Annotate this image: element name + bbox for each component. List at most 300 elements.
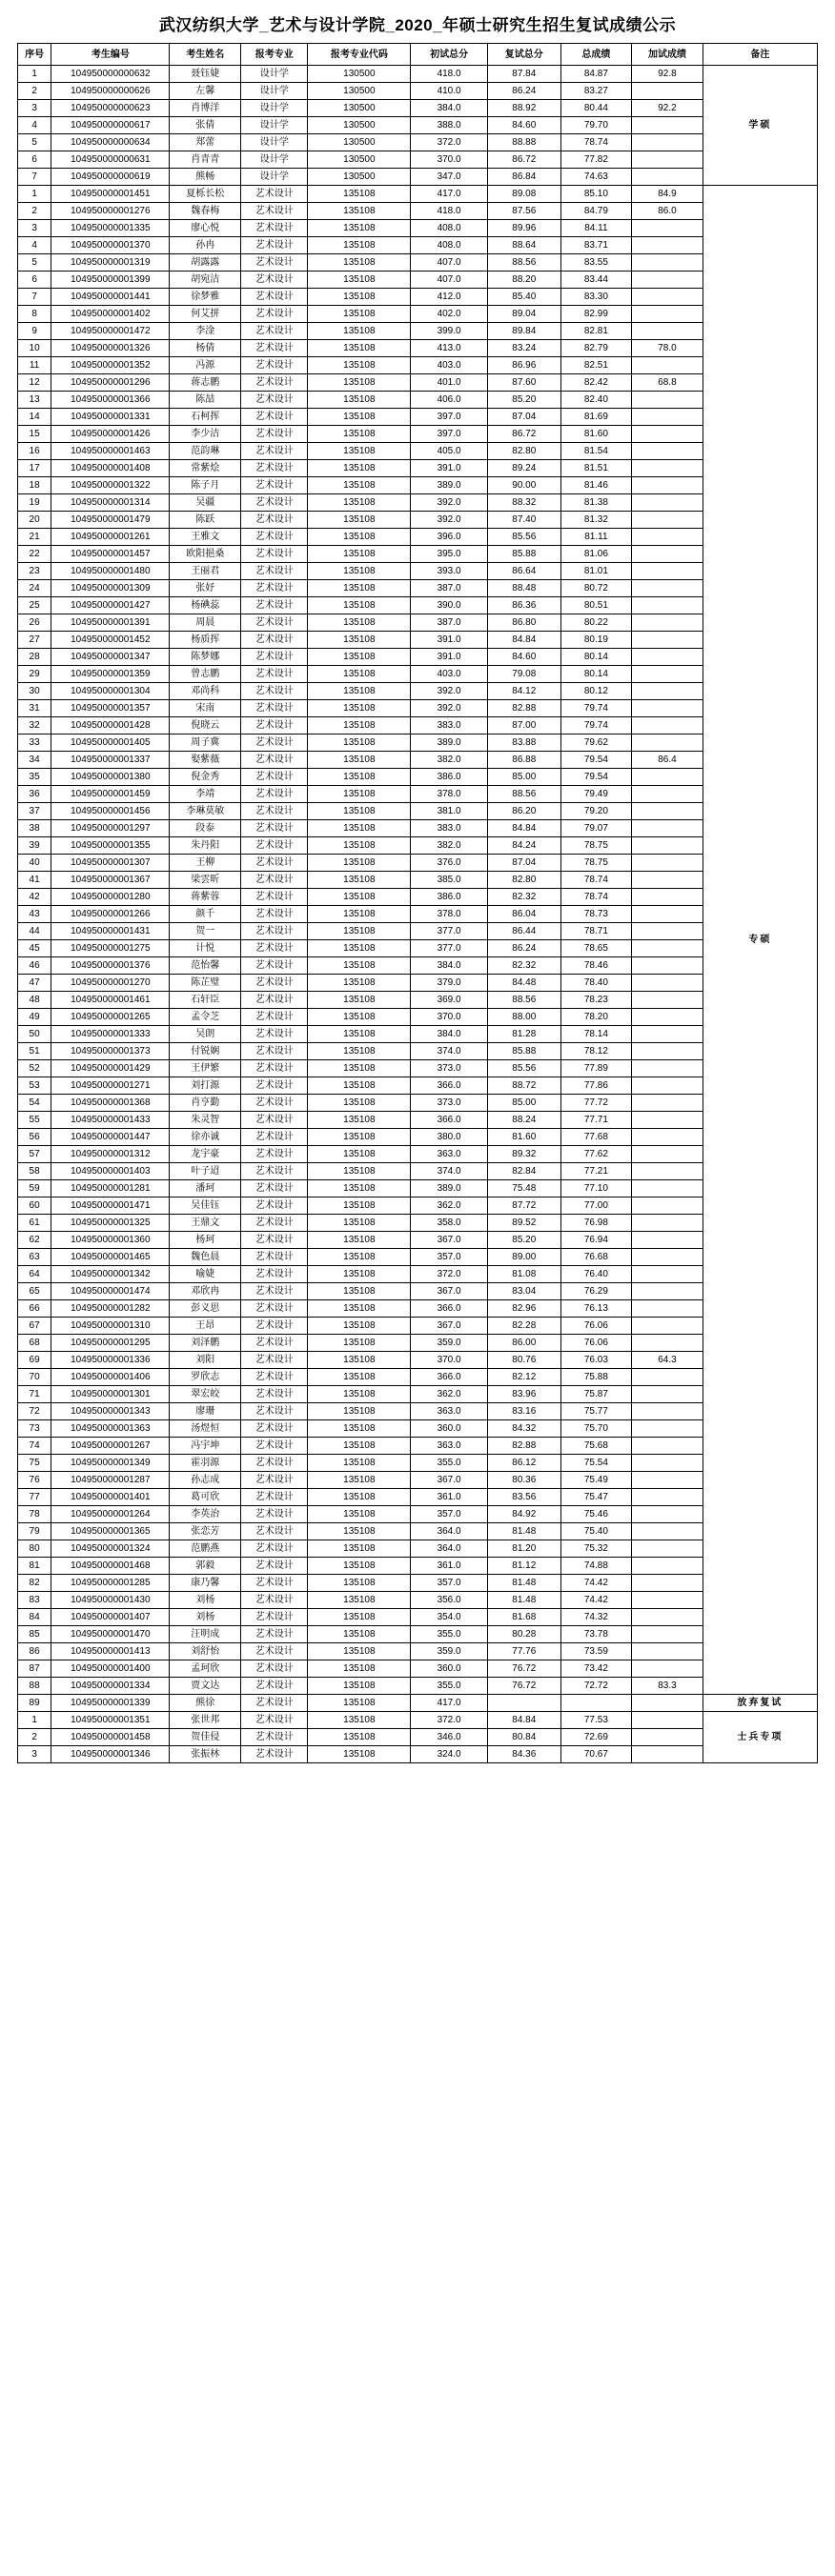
cell: 范韵琳 <box>170 443 241 460</box>
cell: 87.40 <box>487 512 560 529</box>
cell <box>632 512 703 529</box>
cell <box>632 1026 703 1043</box>
cell: 85.20 <box>487 392 560 409</box>
cell: 78.74 <box>560 872 632 889</box>
cell <box>632 546 703 563</box>
table-row <box>18 169 818 186</box>
cell: 石柯挥 <box>170 409 241 426</box>
cell: 79.70 <box>560 117 632 134</box>
cell: 366.0 <box>411 1112 488 1129</box>
cell: 75.47 <box>560 1489 632 1506</box>
cell <box>632 426 703 443</box>
cell: 135108 <box>308 580 411 597</box>
cell: 87.56 <box>487 203 560 220</box>
table-row <box>18 683 818 700</box>
cell: 刘打源 <box>170 1077 241 1095</box>
cell: 2 <box>18 83 51 100</box>
cell: 艺术设计 <box>241 409 308 426</box>
cell: 89.00 <box>487 1249 560 1266</box>
table-row <box>18 786 818 803</box>
cell <box>632 906 703 923</box>
table-row <box>18 1626 818 1643</box>
cell: 363.0 <box>411 1146 488 1163</box>
cell: 87 <box>18 1660 51 1678</box>
cell <box>632 1506 703 1523</box>
cell: 吴佳钰 <box>170 1197 241 1215</box>
cell: 104950000001267 <box>51 1438 170 1455</box>
cell: 74.63 <box>560 169 632 186</box>
cell: 1 <box>18 1712 51 1729</box>
cell: 82.32 <box>487 957 560 975</box>
cell: 艺术设计 <box>241 1335 308 1352</box>
table-row <box>18 820 818 837</box>
cell: 135108 <box>308 1575 411 1592</box>
table-row <box>18 597 818 614</box>
cell: 82 <box>18 1575 51 1592</box>
cell: 9 <box>18 323 51 340</box>
cell: 135108 <box>308 906 411 923</box>
cell <box>632 1095 703 1112</box>
cell <box>632 220 703 237</box>
cell: 李琳莫敏 <box>170 803 241 820</box>
table-row <box>18 1352 818 1369</box>
table-row <box>18 1575 818 1592</box>
cell: 84.48 <box>487 975 560 992</box>
cell: 13 <box>18 392 51 409</box>
cell: 陈喆 <box>170 392 241 409</box>
cell: 83.27 <box>560 83 632 100</box>
cell: 104950000001413 <box>51 1643 170 1660</box>
table-row <box>18 443 818 460</box>
cell: 艺术设计 <box>241 855 308 872</box>
cell: 71 <box>18 1386 51 1403</box>
cell: 20 <box>18 512 51 529</box>
cell: 78.0 <box>632 340 703 357</box>
cell: 387.0 <box>411 580 488 597</box>
cell <box>632 769 703 786</box>
cell: 陈梦娜 <box>170 649 241 666</box>
table-row <box>18 1472 818 1489</box>
cell: 104950000001458 <box>51 1729 170 1746</box>
table-row <box>18 237 818 254</box>
cell <box>632 820 703 837</box>
cell: 408.0 <box>411 220 488 237</box>
cell: 龙宇豪 <box>170 1146 241 1163</box>
table-row <box>18 717 818 735</box>
cell: 75 <box>18 1455 51 1472</box>
cell: 397.0 <box>411 409 488 426</box>
cell: 399.0 <box>411 323 488 340</box>
cell: 艺术设计 <box>241 1729 308 1746</box>
cell: 378.0 <box>411 786 488 803</box>
cell: 3 <box>18 220 51 237</box>
cell: 104950000001406 <box>51 1369 170 1386</box>
table-row <box>18 1455 818 1472</box>
cell: 79.74 <box>560 717 632 735</box>
cell: 104950000000634 <box>51 134 170 151</box>
cell <box>632 1643 703 1660</box>
cell: 89.84 <box>487 323 560 340</box>
cell: 79 <box>18 1523 51 1540</box>
cell <box>632 529 703 546</box>
cell: 刘阳 <box>170 1352 241 1369</box>
cell: 81.69 <box>560 409 632 426</box>
cell: 104950000000631 <box>51 151 170 169</box>
cell: 135108 <box>308 1660 411 1678</box>
cell <box>632 1472 703 1489</box>
cell: 79.07 <box>560 820 632 837</box>
table-row <box>18 940 818 957</box>
cell <box>632 1420 703 1438</box>
cell: 86.0 <box>632 203 703 220</box>
cell: 10 <box>18 340 51 357</box>
table-row <box>18 666 818 683</box>
cell: 364.0 <box>411 1523 488 1540</box>
table-row <box>18 1403 818 1420</box>
cell: 407.0 <box>411 254 488 272</box>
cell: 59 <box>18 1180 51 1197</box>
cell: 362.0 <box>411 1197 488 1215</box>
cell: 49 <box>18 1009 51 1026</box>
cell: 86.24 <box>487 940 560 957</box>
cell: 24 <box>18 580 51 597</box>
cell: 104950000001276 <box>51 203 170 220</box>
cell: 392.0 <box>411 494 488 512</box>
cell: 李英治 <box>170 1506 241 1523</box>
cell: 李淦 <box>170 323 241 340</box>
cell: 418.0 <box>411 66 488 83</box>
cell: 艺术设计 <box>241 992 308 1009</box>
table-row <box>18 1180 818 1197</box>
cell: 4 <box>18 117 51 134</box>
cell: 段泰 <box>170 820 241 837</box>
cell: 刘杨 <box>170 1592 241 1609</box>
cell: 357.0 <box>411 1506 488 1523</box>
cell <box>632 409 703 426</box>
table-row <box>18 632 818 649</box>
cell: 417.0 <box>411 1695 488 1712</box>
cell: 罗欣志 <box>170 1369 241 1386</box>
table-row <box>18 1660 818 1678</box>
cell: 104950000001441 <box>51 289 170 306</box>
table-row <box>18 1009 818 1026</box>
cell: 135108 <box>308 1232 411 1249</box>
cell: 403.0 <box>411 666 488 683</box>
cell: 83.24 <box>487 340 560 357</box>
cell: 104950000001391 <box>51 614 170 632</box>
cell: 曾志鹏 <box>170 666 241 683</box>
cell <box>632 700 703 717</box>
cell: 104950000000617 <box>51 117 170 134</box>
cell: 85.88 <box>487 546 560 563</box>
cell: 357.0 <box>411 1249 488 1266</box>
cell: 104950000001314 <box>51 494 170 512</box>
cell: 72 <box>18 1403 51 1420</box>
cell: 135108 <box>308 1026 411 1043</box>
cell: 艺术设计 <box>241 1575 308 1592</box>
cell: 361.0 <box>411 1558 488 1575</box>
cell: 肖青青 <box>170 151 241 169</box>
cell: 104950000001335 <box>51 220 170 237</box>
cell <box>632 1386 703 1403</box>
cell: 367.0 <box>411 1472 488 1489</box>
cell: 83.55 <box>560 254 632 272</box>
cell: 135108 <box>308 512 411 529</box>
table-row <box>18 289 818 306</box>
cell: 艺术设计 <box>241 1180 308 1197</box>
cell: 79.74 <box>560 700 632 717</box>
cell: 68.8 <box>632 374 703 392</box>
table-row <box>18 1077 818 1095</box>
cell: 31 <box>18 700 51 717</box>
cell: 104950000001472 <box>51 323 170 340</box>
cell: 翠宏皎 <box>170 1386 241 1403</box>
cell: 104950000000623 <box>51 100 170 117</box>
cell: 颜千 <box>170 906 241 923</box>
cell: 135108 <box>308 786 411 803</box>
cell: 76.72 <box>487 1678 560 1695</box>
cell: 80.14 <box>560 666 632 683</box>
cell: 朱灵智 <box>170 1112 241 1129</box>
cell: 艺术设计 <box>241 1077 308 1095</box>
cell: 86.96 <box>487 357 560 374</box>
table-row <box>18 1232 818 1249</box>
cell <box>632 1523 703 1540</box>
cell: 70.67 <box>560 1746 632 1763</box>
cell: 56 <box>18 1129 51 1146</box>
cell: 104950000001336 <box>51 1352 170 1369</box>
cell: 艺术设计 <box>241 1300 308 1318</box>
cell: 倪金秀 <box>170 769 241 786</box>
cell: 391.0 <box>411 632 488 649</box>
cell: 83.88 <box>487 735 560 752</box>
cell: 135108 <box>308 529 411 546</box>
cell: 356.0 <box>411 1592 488 1609</box>
cell: 364.0 <box>411 1540 488 1558</box>
cell: 87.00 <box>487 717 560 735</box>
cell: 郑蕾 <box>170 134 241 151</box>
cell <box>632 117 703 134</box>
cell: 张恋芳 <box>170 1523 241 1540</box>
cell: 84.9 <box>632 186 703 203</box>
table-row <box>18 1266 818 1283</box>
cell: 135108 <box>308 666 411 683</box>
cell: 艺术设计 <box>241 1489 308 1506</box>
cell: 104950000001312 <box>51 1146 170 1163</box>
cell: 84.84 <box>487 632 560 649</box>
cell: 7 <box>18 289 51 306</box>
cell <box>632 889 703 906</box>
cell: 359.0 <box>411 1643 488 1660</box>
cell: 83 <box>18 1592 51 1609</box>
cell: 76 <box>18 1472 51 1489</box>
cell: 21 <box>18 529 51 546</box>
cell: 艺术设计 <box>241 1592 308 1609</box>
cell: 370.0 <box>411 1352 488 1369</box>
cell: 405.0 <box>411 443 488 460</box>
cell: 80.19 <box>560 632 632 649</box>
cell: 28 <box>18 649 51 666</box>
table-row <box>18 957 818 975</box>
cell: 艺术设计 <box>241 700 308 717</box>
cell: 艺术设计 <box>241 1558 308 1575</box>
cell: 79.20 <box>560 803 632 820</box>
cell: 85.40 <box>487 289 560 306</box>
cell: 104950000001400 <box>51 1660 170 1678</box>
cell: 75.46 <box>560 1506 632 1523</box>
cell: 86.24 <box>487 83 560 100</box>
cell: 90.00 <box>487 477 560 494</box>
cell: 104950000001403 <box>51 1163 170 1180</box>
cell: 104950000001307 <box>51 855 170 872</box>
cell: 72.69 <box>560 1729 632 1746</box>
cell: 78.74 <box>560 889 632 906</box>
cell: 艺术设计 <box>241 597 308 614</box>
cell: 何艾拼 <box>170 306 241 323</box>
cell: 46 <box>18 957 51 975</box>
cell: 88.64 <box>487 237 560 254</box>
cell: 贾文达 <box>170 1678 241 1695</box>
cell: 397.0 <box>411 426 488 443</box>
table-row <box>18 460 818 477</box>
cell: 38 <box>18 820 51 837</box>
cell: 夏栎长松 <box>170 186 241 203</box>
cell <box>632 940 703 957</box>
cell: 19 <box>18 494 51 512</box>
cell: 78.40 <box>560 975 632 992</box>
table-row <box>18 409 818 426</box>
cell: 艺术设计 <box>241 1249 308 1266</box>
cell: 382.0 <box>411 752 488 769</box>
cell: 81.12 <box>487 1558 560 1575</box>
cell: 89.04 <box>487 306 560 323</box>
group-remark: 专硕 <box>703 186 817 1695</box>
cell: 135108 <box>308 254 411 272</box>
cell: 82.96 <box>487 1300 560 1318</box>
cell: 135108 <box>308 546 411 563</box>
cell: 艺术设计 <box>241 1232 308 1249</box>
cell: 388.0 <box>411 117 488 134</box>
cell: 70 <box>18 1369 51 1386</box>
cell: 63 <box>18 1249 51 1266</box>
cell: 363.0 <box>411 1403 488 1420</box>
cell: 81.54 <box>560 443 632 460</box>
cell: 135108 <box>308 1283 411 1300</box>
cell: 23 <box>18 563 51 580</box>
cell: 73 <box>18 1420 51 1438</box>
cell: 艺术设计 <box>241 803 308 820</box>
table-row <box>18 1746 818 1763</box>
cell: 44 <box>18 923 51 940</box>
cell: 135108 <box>308 1712 411 1729</box>
cell: 艺术设计 <box>241 443 308 460</box>
cell: 冯源 <box>170 357 241 374</box>
cell: 363.0 <box>411 1438 488 1455</box>
col-retest-score: 复试总分 <box>487 44 560 66</box>
cell: 69 <box>18 1352 51 1369</box>
cell: 肖亨勤 <box>170 1095 241 1112</box>
cell: 84.79 <box>560 203 632 220</box>
cell: 艺术设计 <box>241 614 308 632</box>
cell: 67 <box>18 1318 51 1335</box>
cell <box>632 1232 703 1249</box>
cell: 孟珂欣 <box>170 1660 241 1678</box>
cell: 艺术设计 <box>241 975 308 992</box>
cell: 135108 <box>308 1506 411 1523</box>
cell: 艺术设计 <box>241 1146 308 1163</box>
cell: 杨珂 <box>170 1232 241 1249</box>
cell: 366.0 <box>411 1300 488 1318</box>
cell: 135108 <box>308 1095 411 1112</box>
cell: 杨质挥 <box>170 632 241 649</box>
cell: 135108 <box>308 1489 411 1506</box>
col-student-name: 考生姓名 <box>170 44 241 66</box>
cell: 胡露露 <box>170 254 241 272</box>
cell: 379.0 <box>411 975 488 992</box>
cell <box>632 923 703 940</box>
cell: 86.64 <box>487 563 560 580</box>
cell: 374.0 <box>411 1043 488 1060</box>
cell: 135108 <box>308 477 411 494</box>
cell: 彭义思 <box>170 1300 241 1318</box>
cell: 徐亦诚 <box>170 1129 241 1146</box>
cell: 78.14 <box>560 1026 632 1043</box>
cell: 刘杨 <box>170 1609 241 1626</box>
cell: 艺术设计 <box>241 1420 308 1438</box>
cell: 冯宇坤 <box>170 1438 241 1455</box>
cell: 艺术设计 <box>241 529 308 546</box>
cell: 389.0 <box>411 1180 488 1197</box>
cell: 艺术设计 <box>241 820 308 837</box>
cell: 87.72 <box>487 1197 560 1215</box>
cell: 73.78 <box>560 1626 632 1643</box>
cell: 86 <box>18 1643 51 1660</box>
cell: 104950000001346 <box>51 1746 170 1763</box>
cell: 陈芷璧 <box>170 975 241 992</box>
cell: 汤煜恒 <box>170 1420 241 1438</box>
cell: 135108 <box>308 1558 411 1575</box>
cell: 贺佳侵 <box>170 1729 241 1746</box>
cell: 艺术设计 <box>241 426 308 443</box>
cell: 55 <box>18 1112 51 1129</box>
cell: 82.79 <box>560 340 632 357</box>
cell: 53 <box>18 1077 51 1095</box>
cell: 艺术设计 <box>241 837 308 855</box>
cell: 135108 <box>308 1266 411 1283</box>
cell: 王柳 <box>170 855 241 872</box>
cell: 艺术设计 <box>241 666 308 683</box>
cell: 135108 <box>308 563 411 580</box>
table-row <box>18 1300 818 1318</box>
cell: 艺术设计 <box>241 392 308 409</box>
cell <box>632 1729 703 1746</box>
cell: 376.0 <box>411 855 488 872</box>
cell: 104950000001351 <box>51 1712 170 1729</box>
cell: 104950000001342 <box>51 1266 170 1283</box>
cell: 104950000000626 <box>51 83 170 100</box>
table-row <box>18 1026 818 1043</box>
cell: 78.65 <box>560 940 632 957</box>
header-row <box>18 44 818 66</box>
cell: 78.20 <box>560 1009 632 1026</box>
cell: 135108 <box>308 803 411 820</box>
cell: 设计学 <box>241 100 308 117</box>
cell: 王昂 <box>170 1318 241 1335</box>
cell: 80.72 <box>560 580 632 597</box>
cell: 135108 <box>308 1335 411 1352</box>
cell: 83.44 <box>560 272 632 289</box>
table-row <box>18 1335 818 1352</box>
